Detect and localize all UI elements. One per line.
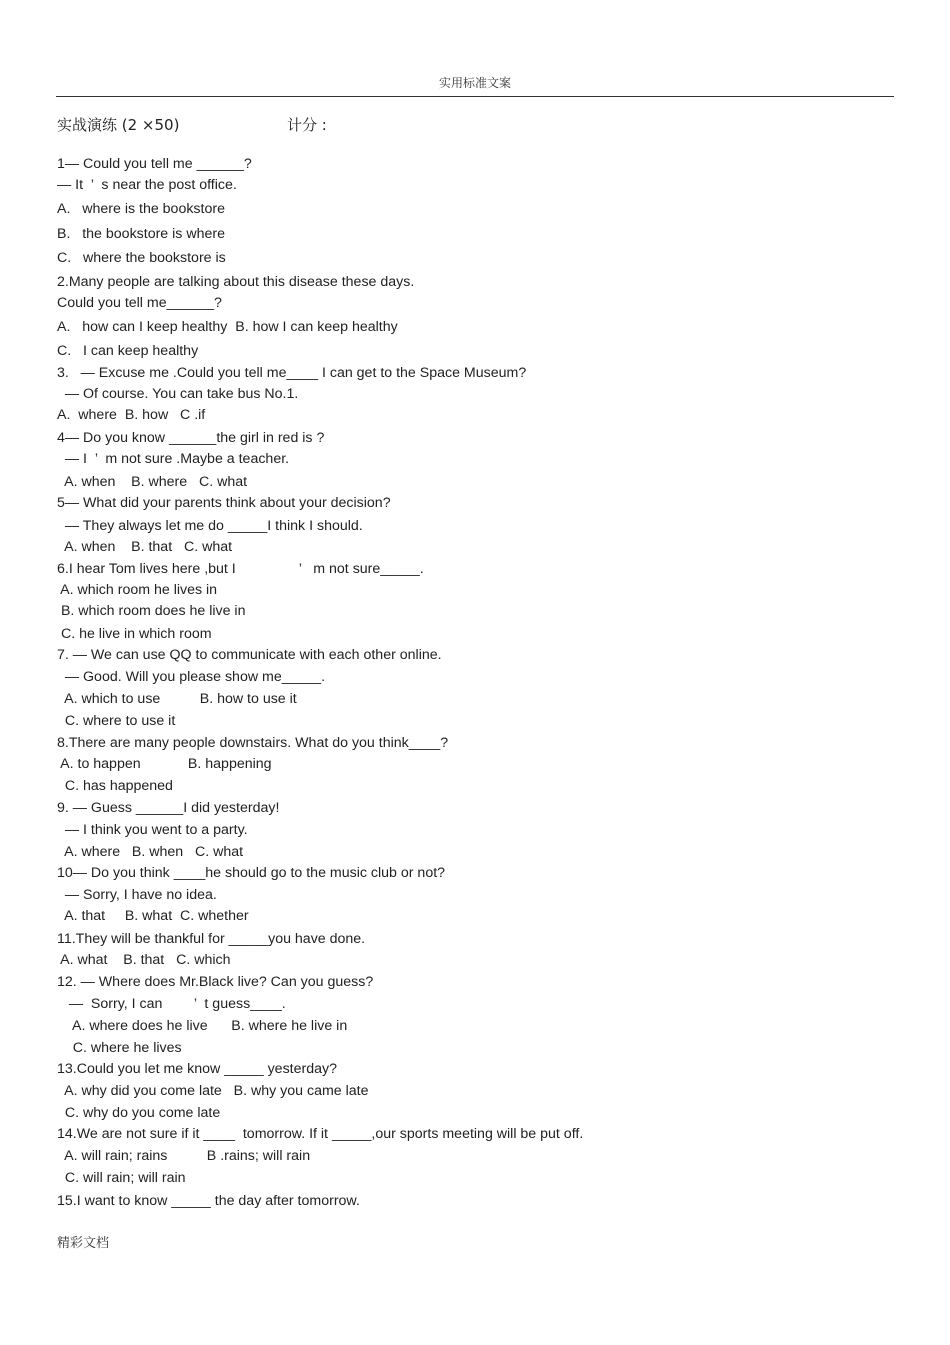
text-line: 3. — Excuse me .Could you tell me____ I can get to the Space Museum? [57,365,527,381]
section-title: 实战演练 (2 ×50) [57,116,180,134]
score-label: 计分 : [287,116,327,134]
text-line: 8.There are many people downstairs. What do you think____? [57,735,449,751]
page-footer: 精彩文档 [57,1236,110,1251]
text-line: B. which room does he live in [57,603,246,619]
text-line: A. will rain; rains B .rains; will rain [57,1148,311,1164]
text-line: A. where does he live B. where he live in [57,1018,348,1034]
text-line: — Sorry, I can ’ t guess____. [57,996,286,1012]
text-line: 7. — We can use QQ to communicate with each other online. [57,647,442,663]
text-line: 15.I want to know _____ the day after tomorrow. [57,1193,360,1209]
text-line: C. he live in which room [57,626,212,642]
text-line: A. when B. where C. what [57,474,248,490]
text-line: 10— Do you think ____he should go to the music club or not? [57,865,446,881]
text-line: — I think you went to a party. [57,822,248,838]
text-line: 6.I hear Tom lives here ,but I ’ m not sure_____. [57,561,424,577]
text-line: C. where he lives [57,1040,182,1056]
text-line: A. how can I keep healthy B. how I can keep healthy [57,319,398,335]
text-line: C. has happened [57,778,173,794]
text-line: — It ’ s near the post office. [57,177,237,193]
text-line: 9. — Guess ______I did yesterday! [57,800,280,816]
text-line: C. where the bookstore is [57,250,226,266]
text-line: A. why did you come late B. why you came late [57,1083,369,1099]
text-line: 12. — Where does Mr.Black live? Can you guess? [57,974,374,990]
text-line: C. why do you come late [57,1105,221,1121]
text-line: A. where B. how C .if [57,407,206,423]
text-line: A. when B. that C. what [57,539,233,555]
text-line: 1— Could you tell me ______? [57,156,252,172]
text-line: A. that B. what C. whether [57,908,249,924]
text-line: A. where is the bookstore [57,201,225,217]
text-line: 5— What did your parents think about your decision? [57,495,391,511]
text-line: 14.We are not sure if it ____ tomorrow. If it _____,our sports meeting will be put off. [57,1126,584,1142]
text-line: — Good. Will you please show me_____. [57,669,326,685]
text-line: A. what B. that C. which [57,952,231,968]
text-line: A. which room he lives in [57,582,218,598]
text-line: — They always let me do _____I think I should. [57,518,363,534]
text-line: C. where to use it [57,713,176,729]
text-line: — Sorry, I have no idea. [57,887,217,903]
page-header: 实用标准文案 [438,76,511,90]
text-line: — I ’ m not sure .Maybe a teacher. [57,451,290,467]
text-line: A. which to use B. how to use it [57,691,297,707]
text-line: B. the bookstore is where [57,226,225,242]
text-line: A. to happen B. happening [57,756,272,772]
text-line: — Of course. You can take bus No.1. [57,386,299,402]
header-divider [56,96,894,97]
text-line: C. will rain; will rain [57,1170,186,1186]
text-line: 13.Could you let me know _____ yesterday? [57,1061,337,1077]
text-line: C. I can keep healthy [57,343,199,359]
text-line: 11.They will be thankful for _____you have done. [57,931,366,947]
text-line: 2.Many people are talking about this disease these days. [57,274,415,290]
text-line: Could you tell me______? [57,295,222,311]
text-line: 4— Do you know ______the girl in red is ? [57,430,325,446]
text-line: A. where B. when C. what [57,844,244,860]
